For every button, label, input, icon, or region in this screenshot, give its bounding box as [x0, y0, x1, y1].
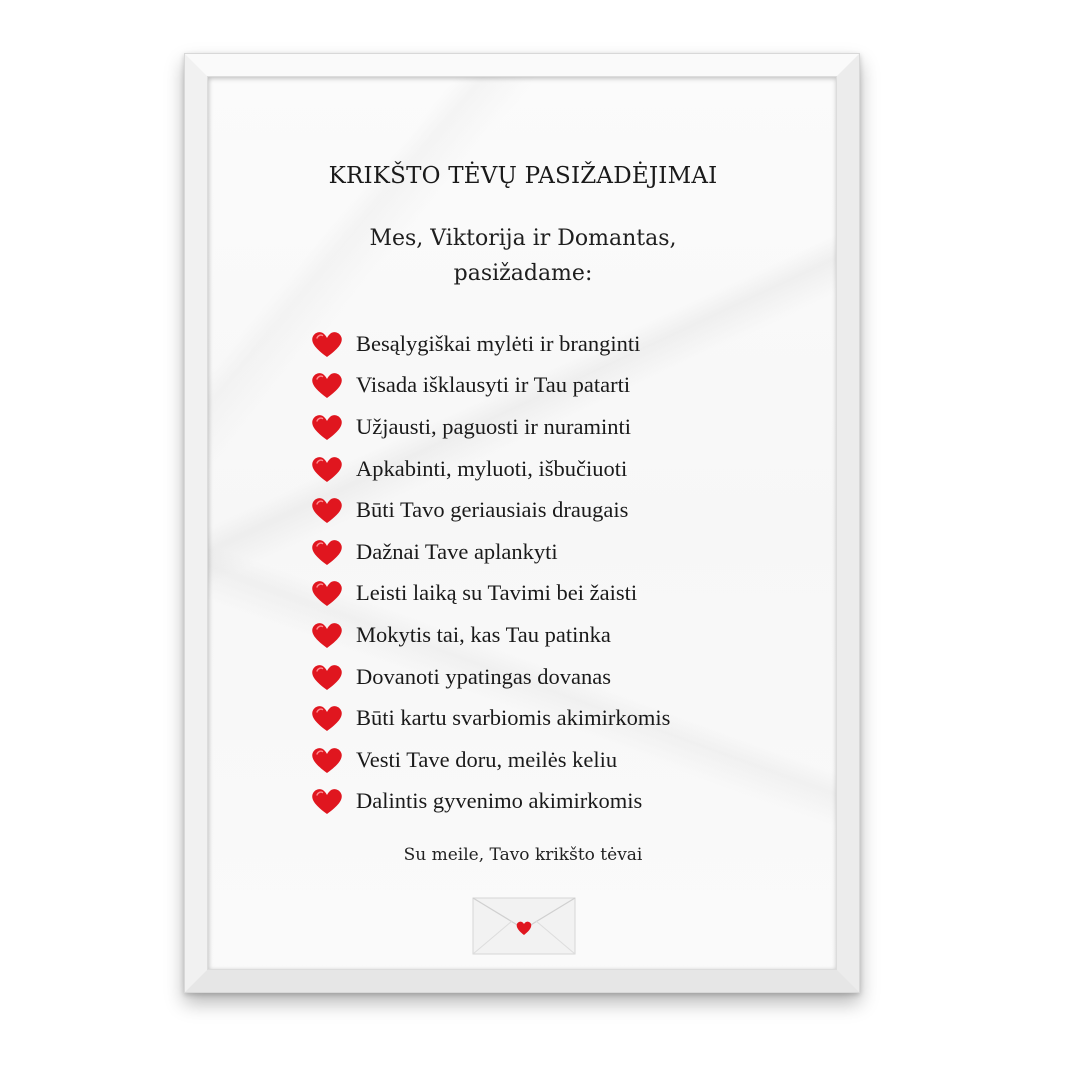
promise-item	[310, 406, 670, 448]
heart-icon	[310, 745, 344, 775]
intro-line-2: pasižadame:	[453, 261, 593, 286]
promise-text: Dažnai Tave aplankyti	[356, 538, 558, 564]
promise-text: Dovanoti ypatingas dovanas	[356, 663, 611, 689]
heart-icon	[310, 578, 344, 608]
promise-text: Dalintis gyvenimo akimirkomis	[356, 788, 643, 814]
promise-text: Būti Tavo geriausiais draugais	[356, 497, 629, 523]
promise-text: Būti kartu svarbiomis akimirkomis	[356, 705, 671, 731]
heart-icon	[310, 454, 344, 484]
promise-text: Vesti Tave doru, meilės keliu	[356, 746, 618, 772]
promise-item	[310, 573, 670, 615]
heart-icon	[310, 412, 344, 442]
promise-item	[310, 739, 670, 781]
poster-title: KRIKŠTO TĖVŲ PASIŽADĖJIMAI	[328, 163, 718, 189]
promise-item	[310, 323, 670, 365]
promise-item	[310, 365, 670, 407]
promise-item	[310, 448, 670, 490]
promise-text: Leisti laiką su Tavimi bei žaisti	[356, 580, 638, 606]
heart-icon	[310, 786, 344, 816]
promise-item	[310, 614, 670, 656]
heart-icon	[310, 662, 344, 692]
heart-icon	[310, 329, 344, 359]
promise-item	[310, 656, 670, 698]
promise-text: Besąlygiškai mylėti ir branginti	[356, 330, 641, 356]
signature: Su meile, Tavo krikšto tėvai	[403, 845, 643, 865]
promise-text: Užjausti, paguosti ir nuraminti	[356, 413, 631, 439]
heart-icon	[310, 537, 344, 567]
picture-frame	[184, 53, 860, 993]
envelope-icon	[472, 897, 576, 955]
promise-text: Visada išklausyti ir Tau patarti	[356, 372, 631, 398]
promise-text: Mokytis tai, kas Tau patinka	[356, 621, 611, 647]
promise-text: Apkabinti, myluoti, išbučiuoti	[356, 455, 628, 481]
heart-icon	[310, 495, 344, 525]
heart-icon	[310, 620, 344, 650]
promise-item	[310, 489, 670, 531]
poster-paper	[207, 76, 837, 970]
heart-icon	[310, 370, 344, 400]
poster-intro	[208, 221, 837, 291]
promise-item	[310, 531, 670, 573]
promise-list	[310, 323, 670, 822]
promise-item	[310, 781, 670, 823]
promise-item	[310, 697, 670, 739]
heart-icon	[310, 703, 344, 733]
intro-line-1: Mes, Viktorija ir Domantas,	[369, 226, 677, 251]
